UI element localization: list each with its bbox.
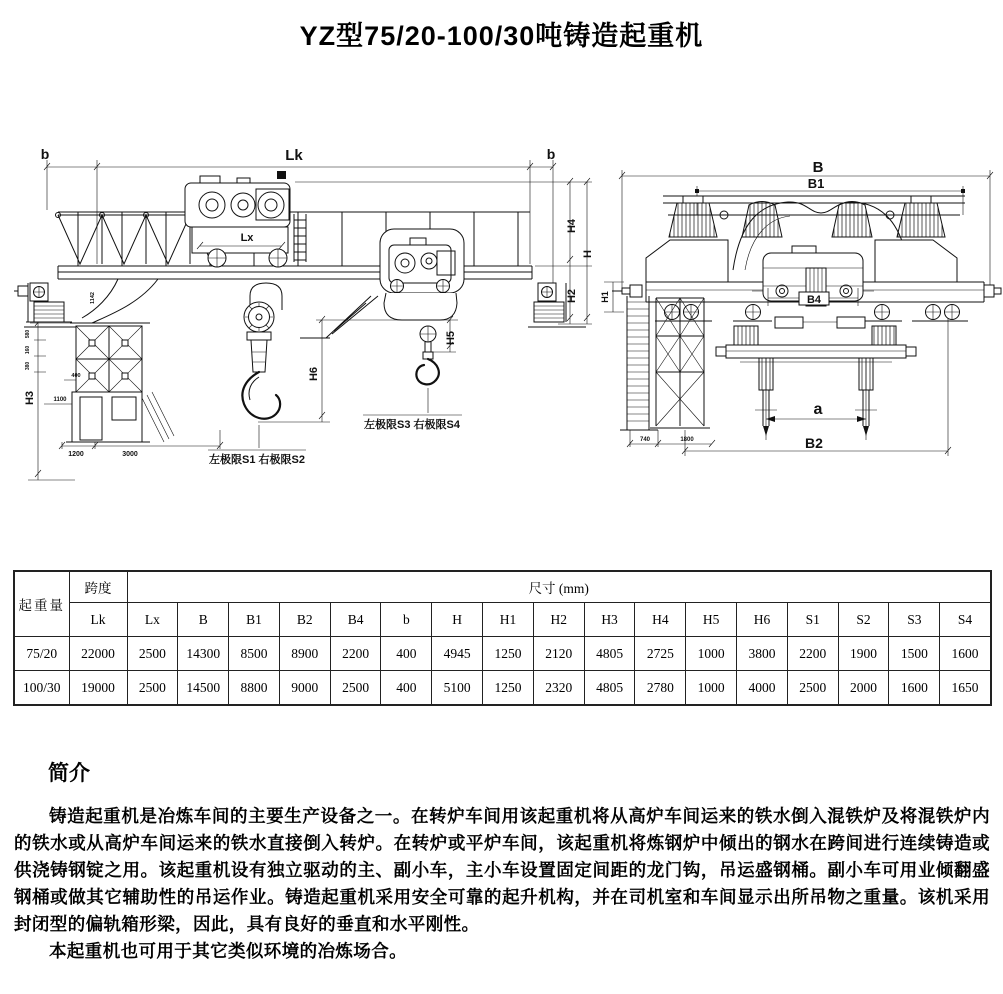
cell-value: 4945 — [432, 637, 483, 671]
dim-label-a: a — [813, 401, 823, 418]
cell-value: 9000 — [279, 671, 330, 706]
dim-label-lk: Lk — [285, 147, 303, 164]
cell-value: 1650 — [940, 671, 991, 706]
cell-value: 8800 — [229, 671, 280, 706]
header-span: 跨度 — [69, 571, 127, 603]
intro-paragraph: 本起重机也可用于其它类似环境的冶炼场合。 — [49, 941, 407, 961]
cell-value: 2120 — [533, 637, 584, 671]
header-S4: S4 — [940, 603, 991, 637]
intro-section — [14, 757, 990, 965]
header-S1: S1 — [787, 603, 838, 637]
aux-hook — [416, 326, 438, 384]
front-view-drawing — [14, 146, 594, 480]
cell-value: 2780 — [635, 671, 686, 706]
cell-value: 1000 — [686, 671, 737, 706]
header-B1: B1 — [229, 603, 280, 637]
dim-label-h: H — [582, 250, 594, 258]
dim-label-h2: H2 — [566, 288, 578, 304]
cell-value: 8500 — [229, 637, 280, 671]
header-H: H — [432, 603, 483, 637]
cell-capacity: 100/30 — [14, 671, 69, 706]
cell-value: 2500 — [127, 671, 178, 706]
technical-drawings — [0, 130, 1003, 500]
end-truck-left — [14, 283, 86, 327]
aux-trolley — [300, 229, 464, 338]
cell-value: 1500 — [889, 637, 940, 671]
dim-label-1142: 1142 — [90, 292, 96, 304]
dim-label-380: 380 — [25, 361, 31, 371]
dim-label-h4: H4 — [566, 218, 578, 234]
header-H2: H2 — [533, 603, 584, 637]
cell-capacity: 75/20 — [14, 637, 69, 671]
dimension-table — [13, 570, 992, 706]
dim-label-1200: 1200 — [68, 451, 84, 458]
cell-value: 14300 — [178, 637, 229, 671]
intro-paragraph: 铸造起重机是冶炼车间的主要生产设备之一。在转炉车间用该起重机将从高炉车间运来的铁水倒入混铁炉及将混铁炉内的铁水或从高炉车间运来的铁水直接倒入转炉。在转炉或平炉车间，该起重机将炼钢炉中倾出的钢水在跨间进行连续铸造或供浇铸钢锭之用。该起重机设有独立驱动的主、副小车，主小车设置固定间距的龙门钩，吊运盛钢桶。副小车可用业倾翻盛钢桶或做其它辅助性的吊运作业。铸造起重机采用安全可靠的起升机构，并在司机室和车间显示出所吊物之重量。该机采用封闭型的偏轨箱形梁，因此，具有良好的垂直和水平刚性。 — [14, 806, 990, 934]
cell-value: 5100 — [432, 671, 483, 706]
header-H1: H1 — [483, 603, 534, 637]
cell-value: 1250 — [483, 637, 534, 671]
spec-table-section — [13, 570, 990, 706]
cell-value: 3800 — [737, 637, 788, 671]
cell-lk: 19000 — [69, 671, 127, 706]
dim-label-h3: H3 — [24, 390, 36, 406]
dim-label-1800: 1800 — [680, 437, 694, 443]
main-trolley — [185, 171, 306, 267]
cell-value: 4805 — [584, 637, 635, 671]
cell-value: 14500 — [178, 671, 229, 706]
cell-value: 2500 — [330, 671, 381, 706]
dim-label-580: 580 — [25, 329, 31, 339]
cell-value: 2320 — [533, 671, 584, 706]
end-view-drawing — [600, 159, 1001, 456]
limit-label-aux-hook: 左极限S3 右极限S4 — [364, 419, 460, 431]
header-H5: H5 — [686, 603, 737, 637]
cell-value: 400 — [381, 637, 432, 671]
dim-label-h6: H6 — [308, 366, 320, 382]
dim-label-H1: H1 — [600, 291, 610, 303]
table-row — [14, 637, 991, 671]
hook-beam-assembly — [716, 326, 916, 436]
table-row — [14, 671, 991, 706]
dim-label-160: 160 — [25, 345, 31, 355]
cell-lk: 22000 — [69, 637, 127, 671]
cell-value: 1000 — [686, 637, 737, 671]
header-B: B — [178, 603, 229, 637]
header-H6: H6 — [737, 603, 788, 637]
crane-wheels — [655, 304, 968, 328]
cell-value: 4805 — [584, 671, 635, 706]
header-dimensions: 尺寸 (mm) — [127, 571, 991, 603]
header-b: b — [381, 603, 432, 637]
dim-label-b-left: b — [40, 146, 50, 162]
cell-value: 2000 — [838, 671, 889, 706]
cell-value: 1250 — [483, 671, 534, 706]
dim-label-B2: B2 — [805, 435, 823, 451]
cell-value: 1600 — [940, 637, 991, 671]
dim-label-740: 740 — [639, 437, 651, 443]
header-B2: B2 — [279, 603, 330, 637]
dim-label-lx: Lx — [240, 232, 254, 244]
dim-label-B4: B4 — [806, 294, 822, 306]
header-B4: B4 — [330, 603, 381, 637]
dim-label-1100: 1100 — [53, 397, 67, 403]
cell-value: 400 — [381, 671, 432, 706]
header-H3: H3 — [584, 603, 635, 637]
dim-label-h5: H5 — [445, 330, 457, 346]
dim-label-3000: 3000 — [122, 451, 138, 458]
dim-label-B1: B1 — [807, 176, 825, 191]
header-H4: H4 — [635, 603, 686, 637]
header-Lk: Lk — [69, 603, 127, 637]
limit-label-main-hook: 左极限S1 右极限S2 — [209, 454, 305, 466]
cell-value: 8900 — [279, 637, 330, 671]
cell-value: 2200 — [787, 637, 838, 671]
main-hook — [242, 283, 282, 419]
dim-label-400: 400 — [71, 373, 81, 379]
cell-value: 4000 — [737, 671, 788, 706]
header-Lx: Lx — [127, 603, 178, 637]
intro-heading: 简介 — [48, 762, 90, 785]
header-S2: S2 — [838, 603, 889, 637]
cell-value: 2725 — [635, 637, 686, 671]
cell-value: 2200 — [330, 637, 381, 671]
dim-label-B: B — [812, 159, 824, 176]
cell-value: 1900 — [838, 637, 889, 671]
cell-value: 1600 — [889, 671, 940, 706]
dim-label-b-right: b — [546, 146, 556, 162]
page-title: YZ型75/20-100/30吨铸造起重机 — [299, 21, 704, 51]
cell-value: 2500 — [127, 637, 178, 671]
cell-value: 2500 — [787, 671, 838, 706]
header-capacity: 起重量 — [14, 571, 69, 637]
driver-cab — [66, 279, 174, 442]
header-S3: S3 — [889, 603, 940, 637]
